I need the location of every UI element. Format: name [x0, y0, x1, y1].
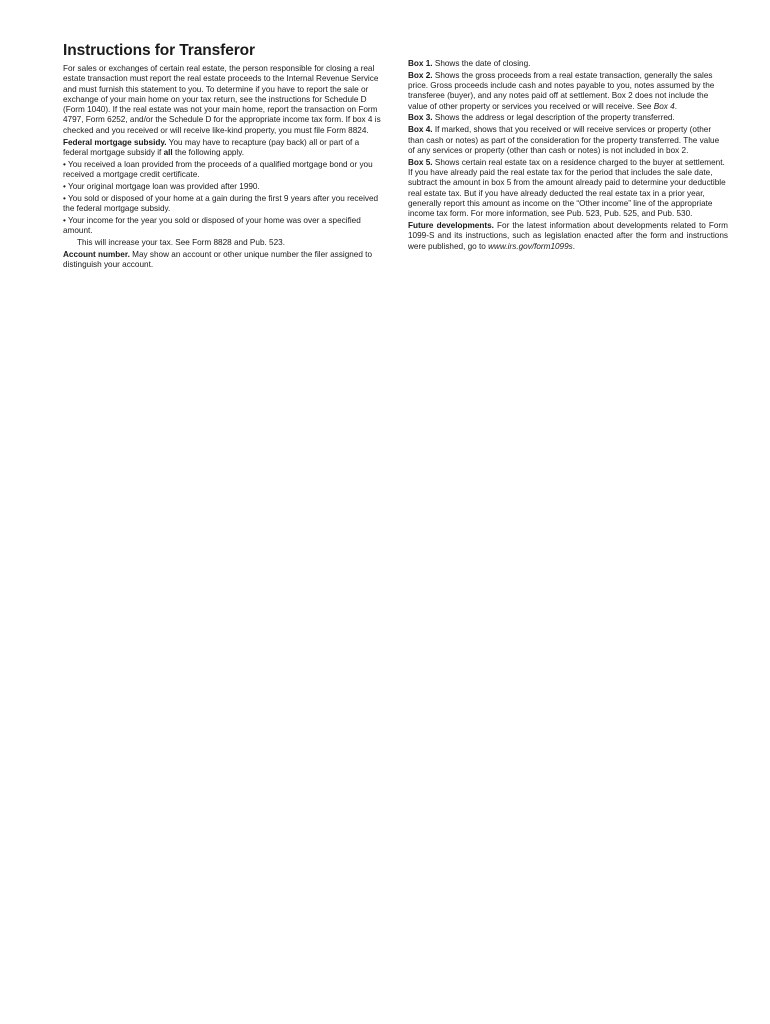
- box2-reference: Box 4: [653, 101, 675, 111]
- future-developments-end: .: [572, 241, 576, 251]
- federal-mortgage-subsidy-paragraph: [63, 138, 381, 159]
- left-column: [63, 42, 381, 272]
- federal-mortgage-subsidy-all: all: [163, 147, 173, 157]
- box2-text: Shows the gross proceeds from a real estate transaction, generally the sales price. Gross proceeds include cash and notes payable to you, notes assumed by the transferee (buyer), and any notes paid off at settlement. Box 2 does not include the value of other property or services you received or will receive. See: [408, 70, 715, 111]
- box2-paragraph: [408, 71, 728, 112]
- future-developments-period: .: [491, 220, 494, 230]
- account-number-heading: Account number.: [63, 249, 130, 259]
- federal-mortgage-subsidy-heading: Federal mortgage subsidy.: [63, 137, 167, 147]
- right-column: [408, 59, 728, 253]
- box5-paragraph: [408, 158, 728, 220]
- box1-paragraph: [408, 59, 728, 69]
- account-number-paragraph: [63, 250, 381, 271]
- irs-url-link[interactable]: www.irs.gov/form1099s: [488, 241, 573, 251]
- box5-heading: Box 5.: [408, 157, 433, 167]
- box1-heading: Box 1.: [408, 59, 433, 68]
- bullet-item: • Your original mortgage loan was provided after 1990.: [63, 181, 260, 191]
- box4-text: If marked, shows that you received or will receive services or property (other than cash or notes) as part of the consideration for the property transferred. The value of any services or property (other than cash or notes) is not included in box 2.: [408, 125, 720, 155]
- bullet-item: • Your income for the year you sold or disposed of your home was over a specified amount.: [63, 215, 361, 235]
- federal-mortgage-subsidy-text-b: the following apply.: [174, 147, 245, 157]
- future-developments-heading: Future developments: [408, 220, 492, 230]
- account-number-text: May show an account or other unique number the filer assigned to distinguish your account.: [63, 249, 373, 269]
- box3-heading: Box 3.: [408, 113, 433, 123]
- page-title: Instructions for Transferor: [63, 42, 255, 59]
- intro-paragraph: For sales or exchanges of certain real estate, the person responsible for closing a real estate transaction must report the real estate proceeds to the Internal Revenue Service and must furnish this statement to you. To determine if you have to report the sale or exchange of your main home on your tax return, see the instructions for Schedule D (Form 1040). If the real estate was not your main home, report the transaction on Form 4797, Form 6252, and/or the Schedule D for the appropriate income tax form. If box 4 is checked and you received or will receive like-kind property, you must file Form 8824.: [63, 64, 381, 135]
- box2-heading: Box 2.: [408, 70, 433, 80]
- box4-paragraph: [408, 125, 728, 156]
- increase-tax-note: This will increase your tax. See Form 8828 and Pub. 523.: [77, 237, 285, 247]
- box1-text: Shows the date of closing.: [434, 59, 531, 68]
- federal-mortgage-subsidy-text-a: You may have to recapture (pay back) all or part of a federal mortgage subsidy if: [63, 137, 360, 157]
- box3-text: Shows the address or legal description of the property transferred.: [434, 113, 675, 123]
- bullet-item: • You sold or disposed of your home at a gain during the first 9 years after you received the federal mortgage subsidy.: [63, 193, 379, 213]
- bullet-item: • You received a loan provided from the proceeds of a qualified mortgage bond or you received a mortgage credit certificate.: [63, 159, 373, 179]
- box5-text: Shows certain real estate tax on a residence charged to the buyer at settlement. If you have already paid the real estate tax for the period that includes the sale date, subtract the amount in box 5 from the amount already paid to determine your deductible real estate tax. But if you have already deducted the real estate tax in a prior year, generally report this amount as income on the “Other income” line of the appropriate income tax form. For more information, see Pub. 523, Pub. 525, and Pub. 530.: [408, 157, 726, 219]
- box2-period: .: [674, 101, 677, 111]
- future-developments-text: For the latest information about developments related to Form 1099-S and its instructions, such as legislation enacted after the form and instructions were published, go to: [408, 220, 728, 251]
- future-developments-paragraph: [408, 221, 728, 252]
- box4-heading: Box 4.: [408, 125, 433, 135]
- box3-paragraph: [408, 113, 728, 123]
